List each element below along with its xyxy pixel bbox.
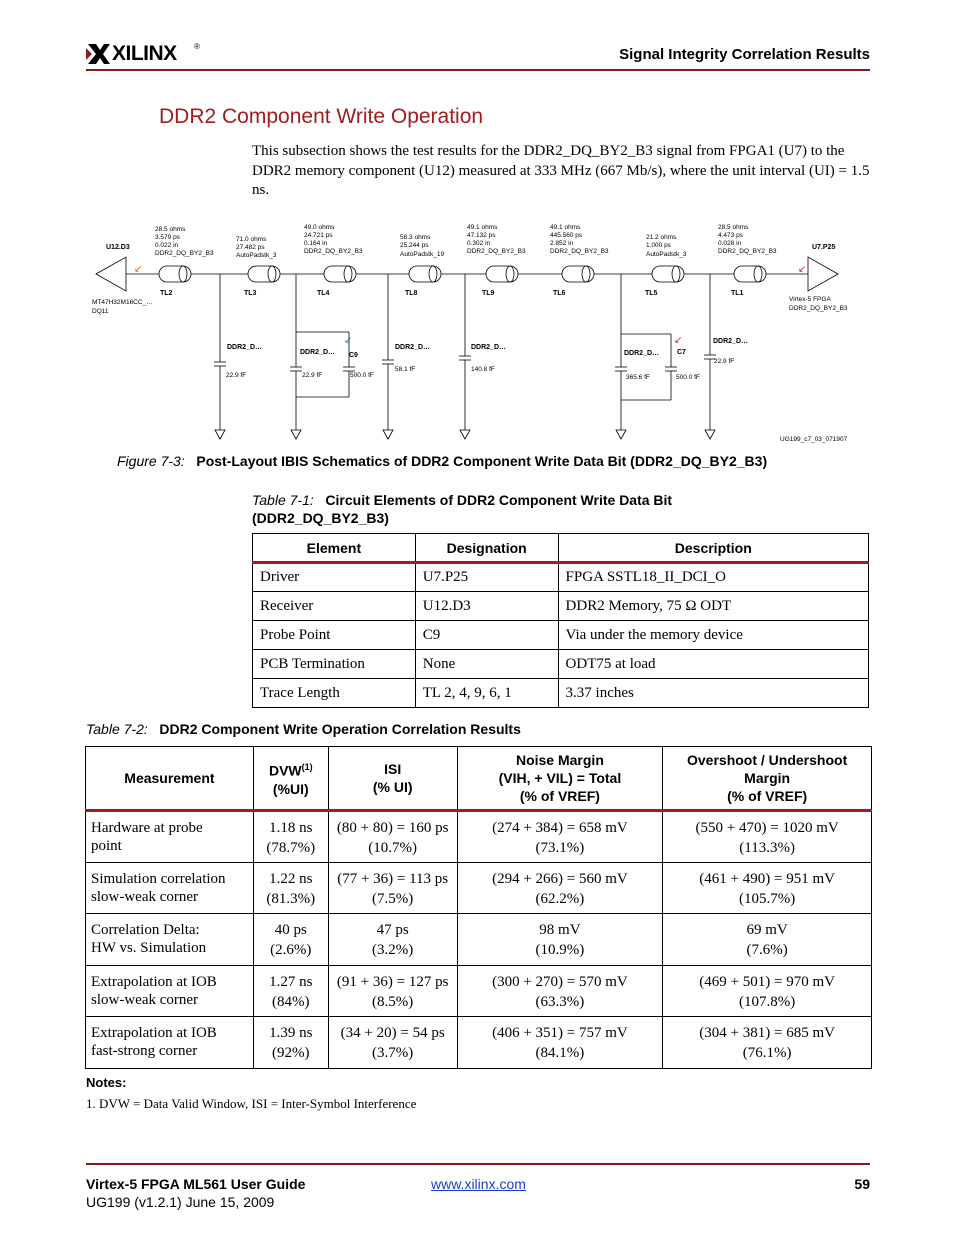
svg-text:DDR2_DQ_BY2_B3: DDR2_DQ_BY2_B3 [304,248,363,255]
svg-text:C7: C7 [677,349,686,356]
svg-text:TL4: TL4 [317,290,330,297]
svg-text:22.9 fF: 22.9 fF [302,372,323,379]
footer-doc-id: UG199 (v1.2.1) June 15, 2009 [86,1194,275,1210]
svg-text:0.022 in: 0.022 in [155,242,179,249]
svg-text:49.0 ohms: 49.0 ohms [304,224,335,231]
svg-text:47.132 ps: 47.132 ps [467,232,496,239]
svg-text:71.0 ohms: 71.0 ohms [236,236,267,243]
table-row: Trace Length TL 2, 4, 9, 6, 1 3.37 inches [253,679,869,708]
left-part-label: MT47H32M16CC_… [92,299,153,306]
tl-group [155,224,777,297]
svg-text:TL5: TL5 [645,290,658,297]
svg-text:DDR2_DQ_BY2_B3: DDR2_DQ_BY2_B3 [155,250,214,257]
table-row: Extrapolation at IOB slow-weak corner 1.27 ns (84%) (91 + 36) = 127 ps (8.5%) (300 + 270) = 570 mV (63.3%) (469 + 501) = 970 mV (107.8%) [86,965,872,1017]
svg-text:DDR2_DQ_BY2_B3: DDR2_DQ_BY2_B3 [467,248,526,255]
table-row: Simulation correlation slow-weak corner 1.22 ns (81.3%) (77 + 36) = 113 ps (7.5%) (294 + 266) = 560 mV (62.2%) (461 + 490) = 951 mV (105.7%) [86,862,872,914]
svg-text:DDR2_DQ_BY2_B3: DDR2_DQ_BY2_B3 [550,248,609,255]
svg-text:TL2: TL2 [160,290,173,297]
column-header: Element [253,534,416,563]
correlation-results-table [85,746,872,1069]
footer-rule [86,1163,870,1165]
footer-doc-title: Virtex-5 FPGA ML561 User Guide [86,1176,306,1192]
svg-text:TL8: TL8 [405,290,418,297]
section-title: DDR2 Component Write Operation [159,105,484,128]
column-header: Description [558,534,868,563]
table-row: Probe Point C9 Via under the memory device [253,621,869,650]
left-component-label: U12.D3 [106,244,130,251]
svg-text:AutoPadstk_3: AutoPadstk_3 [646,251,687,258]
column-header: ISI (% UI) [328,747,457,811]
header-title: Signal Integrity Correlation Results [619,46,870,63]
tl3 [236,236,280,297]
note-item: 1. DVW = Data Valid Window, ISI = Inter-Symbol Interference [86,1096,417,1111]
column-header: DVW$^{(1)}$ (%UI) [253,747,328,811]
svg-text:TL3: TL3 [244,290,257,297]
notes-title: Notes: [86,1075,127,1090]
svg-text:49.1 ohms: 49.1 ohms [467,224,498,231]
probe-arrow-icon: ↙ [798,264,807,275]
svg-text:C9: C9 [349,352,358,359]
table-row: PCB Termination None ODT75 at load [253,650,869,679]
logo-wordmark: XILINX [112,42,177,65]
svg-text:21.2 ohms: 21.2 ohms [646,234,677,241]
svg-text:DDR2_DQ_BY2_B3: DDR2_DQ_BY2_B3 [718,248,777,255]
right-component-label: U7.P25 [812,244,836,251]
table-header-row [86,747,872,811]
tl9 [467,224,526,297]
svg-text:22.9 fF: 22.9 fF [714,358,735,365]
probe-arrow-icon: ↙ [344,335,353,346]
right-part-label: Virtex-5 FPGA [789,296,831,303]
svg-text:AutoPadstk_3: AutoPadstk_3 [236,252,277,259]
tl6 [550,224,609,297]
svg-text:58.3 ohms: 58.3 ohms [400,234,431,241]
svg-text:445.560 ps: 445.560 ps [550,232,583,239]
svg-text:AutoPadstk_19: AutoPadstk_19 [400,251,445,258]
header-rule [86,69,870,71]
svg-text:28.5 ohms: 28.5 ohms [718,224,749,231]
svg-text:140.8 fF: 140.8 fF [471,366,495,373]
svg-text:TL6: TL6 [553,290,566,297]
probe-arrow-icon: ↙ [134,264,143,275]
right-pin-label: DDR2_DQ_BY2_B3 [789,305,848,312]
table-row: Correlation Delta: HW vs. Simulation 40 ps (2.6%) 47 ps (3.2%) 98 mV (10.9%) 69 mV (7.6%) [86,914,872,966]
figure-id: UG199_c7_03_071907 [780,436,848,443]
svg-text:DDR2_D…: DDR2_D… [713,338,749,345]
svg-text:27.482 ps: 27.482 ps [236,244,265,251]
svg-text:TL1: TL1 [731,290,744,297]
svg-text:0.164 in: 0.164 in [304,240,328,247]
svg-text:DDR2_D…: DDR2_D… [624,350,660,357]
column-header: Designation [415,534,558,563]
left-pin-label: DQ11 [92,308,109,315]
svg-text:4.473 ps: 4.473 ps [718,232,743,239]
svg-text:49.1 ohms: 49.1 ohms [550,224,581,231]
svg-text:DDR2_D…: DDR2_D… [395,344,431,351]
column-header: Overshoot / Undershoot Margin (% of VREF) [663,747,872,811]
svg-text:TL9: TL9 [482,290,495,297]
intro-paragraph: This subsection shows the test results for the DDR2_DQ_BY2_B3 signal from FPGA1 (U7) to the DDR2 memory component (U12) measured at 333 MHz (667 Mb/s), where the unit interval (UI) = 1.5 ns. [252,143,870,198]
tl4 [304,224,363,297]
svg-text:25.244 ps: 25.244 ps [400,242,429,249]
column-header: Measurement [86,747,254,811]
table-header-row [253,534,869,563]
figure-caption: Figure 7-3: Post-Layout IBIS Schematics of DDR2 Component Write Data Bit (DDR2_DQ_BY2_B3) [117,453,768,469]
svg-text:365.6 fF: 365.6 fF [626,374,650,381]
page-number: 59 [854,1176,870,1192]
table-row: Hardware at probe point 1.18 ns (78.7%) (80 + 80) = 160 ps (10.7%) (274 + 384) = 658 mV (73.1%) (550 + 470) = 1020 mV (113.3%) [86,811,872,863]
svg-text:1.000 ps: 1.000 ps [646,242,671,249]
tl8 [400,234,444,297]
svg-text:DDR2_D…: DDR2_D… [227,344,263,351]
svg-text:DDR2_D…: DDR2_D… [300,349,336,356]
tl2 [155,226,214,297]
svg-text:DDR2_D…: DDR2_D… [471,344,507,351]
svg-text:3.579 ps: 3.579 ps [155,234,180,241]
column-header: Noise Margin (VIH, + VIL) = Total (% of VREF) [457,747,663,811]
footer-website-link[interactable]: www.xilinx.com [431,1176,526,1192]
svg-text:500.0 fF: 500.0 fF [676,374,700,381]
table-row: Driver U7.P25 FPGA SSTL18_II_DCI_O [253,563,869,592]
table1-caption: Table 7-1: Circuit Elements of DDR2 Component Write Data Bit (DDR2_DQ_BY2_B3) [252,492,673,526]
svg-text:500.0 fF: 500.0 fF [350,372,374,379]
svg-text:0.302 in: 0.302 in [467,240,491,247]
tl1 [718,224,777,297]
table-row: Receiver U12.D3 DDR2 Memory, 75 Ω ODT [253,592,869,621]
table-row: Extrapolation at IOB fast-strong corner 1.39 ns (92%) (34 + 20) = 54 ps (3.7%) (406 + 351) = 757 mV (84.1%) (304 + 381) = 685 mV (76.1%) [86,1017,872,1069]
tl5 [645,234,687,297]
svg-text:24.721 ps: 24.721 ps [304,232,333,239]
probe-arrow-icon: ↙ [674,335,683,346]
svg-text:28.5 ohms: 28.5 ohms [155,226,186,233]
logo-registered-mark: ® [194,42,200,51]
svg-text:0.028 in: 0.028 in [718,240,742,247]
svg-text:58.1 fF: 58.1 fF [395,366,416,373]
circuit-elements-table [252,533,869,708]
svg-text:2.852 in: 2.852 in [550,240,574,247]
svg-text:22.9 fF: 22.9 fF [226,372,247,379]
table2-caption: Table 7-2: DDR2 Component Write Operation Correlation Results [86,721,521,737]
ibis-schematic [86,215,870,455]
